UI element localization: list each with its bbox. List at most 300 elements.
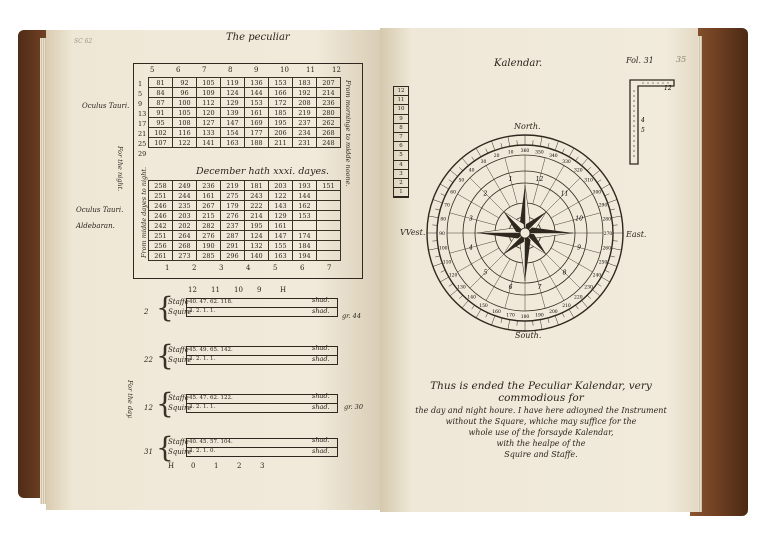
compass-tick	[440, 184, 449, 189]
strip-number: 2	[394, 179, 408, 188]
squire-label: Squire	[168, 448, 192, 456]
squire-values: 3. 2. 1. 1.	[189, 308, 216, 314]
compass-hour-number: 9	[577, 244, 582, 252]
table-cell: 214	[245, 211, 269, 221]
table-cell: 179	[221, 201, 245, 211]
compass-south-label: South.	[515, 331, 542, 340]
compass-degree-number: 170	[506, 313, 515, 319]
table-cell: 211	[269, 138, 293, 148]
staff-day-number: 31	[144, 448, 153, 456]
table-cell: 105	[197, 78, 221, 88]
compass-star-point	[525, 233, 531, 281]
compass-tick	[449, 180, 453, 183]
compass-tick	[612, 216, 622, 218]
table-cell: 203	[269, 181, 293, 191]
table-row	[149, 128, 341, 138]
table-cell: 282	[197, 221, 221, 231]
table-cell: 105	[173, 108, 197, 118]
shade-label: shad.	[312, 403, 330, 411]
compass-tick	[608, 199, 617, 202]
table-cell	[317, 231, 341, 241]
table-row	[149, 251, 341, 261]
brace-glyph: {	[156, 339, 174, 372]
table-cell: 169	[245, 118, 269, 128]
table-cell: 127	[197, 118, 221, 128]
compass-degree-number: 350	[535, 150, 544, 156]
table-cell: 208	[293, 98, 317, 108]
table-cell	[293, 221, 317, 231]
squire-label: Squire	[168, 356, 192, 364]
row-hour-number: 5	[138, 90, 143, 98]
table-cell: 285	[197, 251, 221, 261]
compass-tick	[548, 318, 549, 323]
brace-glyph: {	[156, 291, 174, 324]
row-hour-number: 9	[138, 100, 143, 108]
compass-tick	[491, 316, 494, 325]
compass-degree-number: 280	[602, 217, 612, 223]
compass-tick	[459, 167, 463, 171]
compass-hour-number: 5	[483, 269, 488, 277]
table-cell: 243	[245, 191, 269, 201]
table-cell: 124	[221, 88, 245, 98]
compass-hour-number: 10	[575, 215, 583, 223]
compass-north-label: North.	[514, 122, 541, 131]
staff-day-number: 22	[144, 356, 153, 364]
row-hour-number: 25	[138, 140, 147, 148]
staff-label: Staffe	[168, 394, 189, 402]
table-cell: 133	[197, 128, 221, 138]
table-cell	[317, 241, 341, 251]
strip-number: 8	[394, 124, 408, 133]
staff-label: Staffe	[168, 438, 189, 446]
compass-tick	[508, 136, 510, 146]
margin-oculus-tauri-lower: Oculus Tauri.	[76, 206, 124, 214]
table-cell: 234	[293, 128, 317, 138]
for-the-day-label: For the day.	[126, 380, 134, 419]
table-cell: 141	[197, 138, 221, 148]
compass-tick	[449, 283, 453, 286]
compass-tick	[486, 313, 488, 318]
bottom-scale-number: 5	[273, 264, 278, 272]
table-cell: 206	[269, 128, 293, 138]
running-head-left: The peculiar	[226, 32, 290, 43]
compass-hour-number: 1	[508, 175, 513, 183]
table-cell: 155	[269, 241, 293, 251]
compass-degree-number: 140	[467, 295, 476, 301]
compass-tick	[605, 270, 610, 272]
compass-degree-number: 270	[603, 232, 613, 237]
table-cell: 190	[197, 241, 221, 251]
table-cell: 203	[173, 211, 197, 221]
table-cell: 219	[221, 181, 245, 191]
table-row	[149, 98, 341, 108]
table-cell: 280	[317, 108, 341, 118]
strip-number: 11	[394, 96, 408, 105]
compass-degree-number: 200	[549, 309, 558, 315]
top-scale-number: 12	[332, 66, 341, 74]
table-cell: 231	[293, 138, 317, 148]
staff-hour-header	[188, 286, 298, 296]
compass-tick	[472, 157, 475, 161]
lower-hour-table	[148, 180, 341, 261]
squire-label: Squire	[168, 308, 192, 316]
bottom-scale-number: 2	[192, 264, 197, 272]
compass-star-point	[525, 227, 573, 233]
table-cell: 192	[293, 88, 317, 98]
closing-line-2: the day and night houre. I have here adioyned the Instrument	[415, 406, 667, 415]
compass-spoke	[450, 241, 496, 253]
compass-tick	[508, 320, 510, 330]
hour-strip-scale	[393, 86, 409, 198]
compass-tick	[597, 180, 601, 183]
compass-degree-number: 190	[535, 313, 544, 319]
table-cell: 151	[317, 181, 341, 191]
table-cell: 129	[269, 211, 293, 221]
compass-hour-number: 6	[508, 284, 513, 292]
compass-hour-number: 4	[468, 244, 473, 252]
compass-degree-number: 150	[479, 303, 488, 309]
compass-degree-number: 310	[584, 178, 593, 184]
compass-degree-number: 100	[438, 246, 448, 252]
top-scale-number: 8	[228, 66, 233, 74]
compass-degree-number: 360	[520, 149, 530, 154]
compass-center	[520, 228, 530, 238]
compass-degree-number: 260	[602, 246, 612, 252]
folio-number: Fol. 31	[626, 56, 654, 65]
closing-line-3: without the Square, whiche may suffice for the	[445, 417, 637, 426]
compass-degree-number: 240	[592, 273, 602, 279]
compass-tick	[472, 305, 475, 309]
table-cell: 108	[173, 118, 197, 128]
compass-tick	[608, 263, 617, 266]
compass-degree-number: 70	[444, 203, 450, 209]
table-cell: 122	[173, 138, 197, 148]
bottom-scale-number: 1	[165, 264, 170, 272]
compass-tick	[562, 313, 564, 318]
table-row	[149, 118, 341, 128]
compass-tick	[592, 170, 600, 176]
table-cell: 109	[197, 88, 221, 98]
compass-tick	[587, 295, 591, 299]
table-cell: 222	[245, 201, 269, 211]
staff-values: 45. 49. 65. 142.	[187, 347, 337, 356]
compass-tick	[462, 158, 468, 166]
upper-hour-table	[148, 77, 341, 148]
table-cell: 143	[269, 201, 293, 211]
compass-tick	[555, 141, 558, 150]
compass-tick	[601, 277, 610, 282]
compass-hour-number: 2	[483, 190, 488, 198]
margin-oculus-tauri-upper: Oculus Tauri.	[82, 102, 130, 110]
compass-degree-number: 20	[493, 154, 500, 160]
compass-tick	[605, 194, 610, 196]
table-cell	[317, 251, 341, 261]
table-cell: 214	[317, 88, 341, 98]
table-cell: 154	[221, 128, 245, 138]
table-cell: 256	[149, 241, 173, 251]
shelfmark: SC 62	[74, 38, 93, 45]
table-cell: 236	[317, 98, 341, 108]
table-cell: 268	[317, 128, 341, 138]
table-cell: 273	[173, 251, 197, 261]
compass-degree-number: 10	[507, 150, 514, 156]
table-cell: 107	[149, 138, 173, 148]
table-cell: 215	[197, 211, 221, 221]
square-number: 12	[664, 85, 672, 92]
strip-number: 7	[394, 133, 408, 142]
compass-degree-number: 60	[450, 190, 456, 196]
staff-hour-number: 3	[260, 462, 265, 470]
compass-tick	[433, 199, 442, 202]
compass-west-label: VVest.	[400, 228, 426, 237]
staff-hour-number: 10	[234, 286, 243, 294]
square-number: 5	[641, 127, 645, 134]
compass-degree-number: 320	[574, 168, 583, 174]
compass-tick	[440, 277, 449, 282]
closing-line-6: Squire and Staffe.	[504, 450, 578, 459]
table-row	[149, 78, 341, 88]
table-cell	[317, 211, 341, 221]
compass-degree-number: 330	[562, 160, 571, 166]
compass-hour-number: 12	[535, 175, 544, 183]
table-cell: 251	[149, 231, 173, 241]
table-cell: 163	[221, 138, 245, 148]
staff-hour-number: 12	[188, 286, 197, 294]
table-cell: 235	[173, 201, 197, 211]
compass-tick	[587, 167, 591, 171]
compass-hour-number: 11	[560, 190, 569, 198]
margin-for-the-night: For the night.	[116, 146, 124, 192]
brace-glyph: {	[156, 431, 174, 464]
table-cell: 296	[221, 251, 245, 261]
table-cell: 276	[197, 231, 221, 241]
top-scale	[150, 66, 350, 76]
compass-tick	[476, 309, 481, 318]
table-cell: 237	[293, 118, 317, 128]
strip-number: 1	[394, 188, 408, 197]
compass-tick	[491, 141, 494, 150]
compass-tick	[582, 158, 588, 166]
table-cell: 163	[269, 251, 293, 261]
strip-number: 10	[394, 105, 408, 114]
compass-degree-number: 120	[448, 273, 458, 279]
table-cell: 183	[293, 78, 317, 88]
compass-degree-number: 160	[492, 309, 501, 315]
top-scale-number: 6	[176, 66, 181, 74]
table-row	[149, 201, 341, 211]
compass-degree-number: 210	[562, 303, 571, 309]
compass-tick	[597, 283, 601, 286]
table-cell: 185	[269, 108, 293, 118]
table-cell: 195	[269, 118, 293, 128]
strip-number: 12	[394, 87, 408, 96]
compass-tick	[569, 309, 574, 318]
table-cell: 194	[293, 251, 317, 261]
table-cell: 207	[317, 78, 341, 88]
table-cell: 267	[197, 201, 221, 211]
table-row	[149, 241, 341, 251]
compass-degree-number: 130	[457, 285, 466, 291]
table-cell: 244	[173, 191, 197, 201]
compass-east-label: East.	[626, 230, 647, 239]
pencil-folio: 35	[676, 55, 687, 64]
compass-tick	[592, 290, 600, 296]
table-cell: 87	[149, 98, 173, 108]
square-number: 4	[641, 117, 645, 124]
table-cell: 262	[317, 118, 341, 128]
compass-tick	[575, 157, 578, 161]
compass-degree-number: 290	[598, 203, 608, 209]
table-cell: 153	[269, 78, 293, 88]
bottom-scale-number: 3	[219, 264, 224, 272]
compass-tick	[459, 295, 463, 299]
table-cell: 236	[197, 181, 221, 191]
table-cell: 102	[149, 128, 173, 138]
table-row	[149, 88, 341, 98]
brace-glyph: {	[156, 387, 174, 420]
table-row	[149, 138, 341, 148]
bottom-scale-number: 6	[300, 264, 305, 272]
table-cell: 139	[221, 108, 245, 118]
table-cell: 261	[149, 251, 173, 261]
table-cell	[317, 221, 341, 231]
table-row	[149, 231, 341, 241]
compass-tick	[540, 136, 542, 146]
compass-hour-number: 8	[562, 269, 567, 277]
squire-values: 3. 2. 1. 0.	[189, 448, 216, 454]
table-cell: 147	[269, 231, 293, 241]
table-row	[149, 108, 341, 118]
shade-label: shad.	[312, 447, 330, 455]
shade-label: shad.	[312, 307, 330, 315]
table-cell: 264	[173, 231, 197, 241]
top-scale-number: 10	[280, 66, 289, 74]
table-cell: 96	[173, 88, 197, 98]
compass-tick	[441, 270, 446, 272]
table-cell: 195	[245, 221, 269, 231]
closing-paragraph	[396, 380, 686, 459]
table-cell: 172	[269, 98, 293, 108]
bottom-scale-number: 4	[246, 264, 251, 272]
table-cell: 100	[173, 98, 197, 108]
compass-degree-number: 40	[468, 168, 475, 174]
row-hours	[138, 80, 148, 160]
staff-values: 40. 45. 57. 104.	[187, 439, 337, 448]
staff-label: Staffe	[168, 346, 189, 354]
strip-number: 9	[394, 115, 408, 124]
table-cell	[317, 201, 341, 211]
compass-hour-number: 7	[537, 284, 542, 292]
shade-label: shad.	[312, 436, 330, 444]
row-hour-number: 13	[138, 110, 147, 118]
compass-degree-number: 340	[549, 154, 558, 160]
staff-day-number: 2	[144, 308, 149, 316]
compass-tick	[582, 300, 588, 308]
compass-tick	[428, 248, 438, 250]
staff-hour-number: 9	[257, 286, 262, 294]
table-cell: 132	[245, 241, 269, 251]
compass-tick	[486, 149, 488, 154]
compass-degree-number: 110	[442, 260, 452, 266]
closing-line-1: Thus is ended the Peculiar Kalendar, very commodious for	[430, 380, 652, 404]
table-row	[149, 221, 341, 231]
top-scale-number: 7	[202, 66, 207, 74]
strip-number: 3	[394, 170, 408, 179]
table-cell: 249	[173, 181, 197, 191]
table-cell: 219	[293, 108, 317, 118]
compass-tick	[435, 209, 440, 210]
table-cell: 193	[293, 181, 317, 191]
staff-group-label-1: gr. 44	[342, 312, 361, 320]
shade-label: shad.	[312, 296, 330, 304]
staff-hour-number: 11	[211, 286, 220, 294]
table-cell: 147	[221, 118, 245, 128]
table-cell: 161	[269, 221, 293, 231]
compass-tick	[601, 184, 610, 189]
compass-tick	[501, 143, 502, 148]
compass-degree-number: 180	[520, 315, 530, 320]
table-cell	[317, 191, 341, 201]
staff-hour-number: H	[280, 286, 287, 294]
table-cell: 287	[221, 231, 245, 241]
compass-tick	[433, 263, 442, 266]
compass-degree-number: 300	[592, 190, 602, 196]
compass-tick	[569, 148, 574, 157]
compass-tick	[575, 305, 578, 309]
table-row	[149, 181, 341, 191]
table-cell: 140	[245, 251, 269, 261]
compass-degree-number: 250	[598, 260, 608, 266]
table-cell: 184	[293, 241, 317, 251]
top-scale-number: 5	[150, 66, 155, 74]
table-cell: 124	[245, 231, 269, 241]
table-cell: 161	[245, 108, 269, 118]
compass-tick	[428, 216, 438, 218]
table-cell: 174	[293, 231, 317, 241]
table-cell: 162	[293, 201, 317, 211]
table-cell: 202	[173, 221, 197, 231]
table-cell: 122	[269, 191, 293, 201]
staff-hour-number: 0	[191, 462, 196, 470]
table-cell: 120	[197, 108, 221, 118]
compass-tick	[548, 143, 549, 148]
compass-tick	[450, 170, 458, 176]
table-cell: 258	[149, 181, 173, 191]
staff-hour-number: 2	[237, 462, 242, 470]
staff-values: 40. 47. 62. 118.	[187, 299, 337, 308]
compass-degree-number: 90	[439, 232, 445, 237]
compass-tick	[540, 320, 542, 330]
compass-star-point	[477, 233, 525, 239]
table-cell: 144	[293, 191, 317, 201]
row-hour-number: 21	[138, 130, 147, 138]
vertical-label-night: From midde dayes to night.	[140, 166, 148, 258]
staff-group-label-2: gr. 30	[344, 403, 363, 411]
table-cell: 268	[173, 241, 197, 251]
shade-label: shad.	[312, 392, 330, 400]
table-cell: 92	[173, 78, 197, 88]
table-cell: 119	[221, 78, 245, 88]
strip-number: 5	[394, 151, 408, 160]
compass-tick	[441, 194, 446, 196]
row-hour-number: 1	[138, 80, 143, 88]
squire-values: 3. 2. 1. 1.	[189, 356, 216, 362]
compass-tick	[610, 209, 615, 210]
top-scale-number: 11	[306, 66, 315, 74]
table-cell: 153	[245, 98, 269, 108]
compass-tick	[610, 256, 615, 257]
shade-label: shad.	[312, 344, 330, 352]
